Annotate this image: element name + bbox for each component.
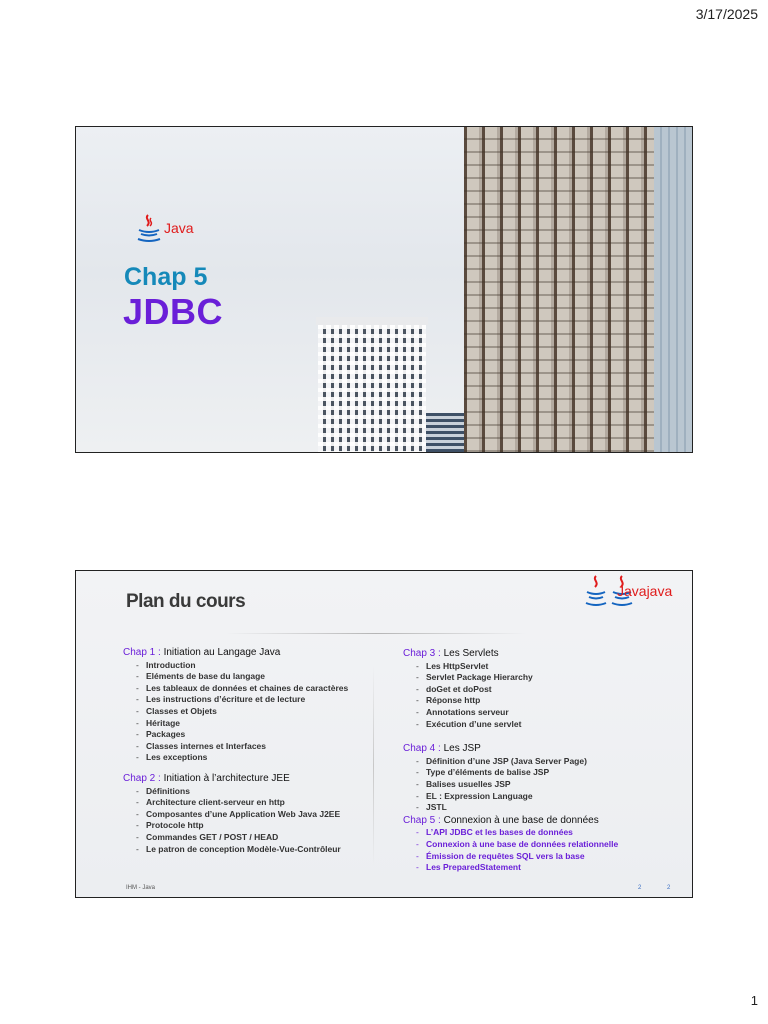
outline-right-column xyxy=(403,648,683,874)
chapter-label: Chap 5 xyxy=(124,263,208,291)
java-logo-text: Javajava xyxy=(617,583,673,599)
small-building-image xyxy=(426,413,464,453)
chapter-number: Chap 1 : xyxy=(123,647,161,658)
list-item: - Commandes GET / POST / HEAD xyxy=(146,832,373,844)
outline-title: Plan du cours xyxy=(126,591,246,612)
list-item: - Les HttpServlet xyxy=(426,661,683,673)
glass-building-image xyxy=(654,127,693,453)
list-item: - Les exceptions xyxy=(146,752,373,764)
list-item: - Connexion à une base de données relationnelle xyxy=(426,839,683,851)
list-item: - Les PreparedStatement xyxy=(426,862,683,874)
chapter-title: Initiation au Langage Java xyxy=(160,647,281,658)
java-cup-icon xyxy=(136,213,162,243)
chapter-heading xyxy=(403,743,683,755)
list-item: - Type d’éléments de balise JSP xyxy=(426,767,683,779)
chapter-number: Chap 5 : xyxy=(403,814,441,826)
outline-slide xyxy=(75,570,693,898)
page-number: 1 xyxy=(750,993,758,1008)
chapter-title: Initiation à l’architecture JEE xyxy=(160,772,290,784)
list-item: - Eléments de base du langage xyxy=(146,671,373,683)
chapter-title: Les JSP xyxy=(440,743,481,755)
list-item: - Introduction xyxy=(146,660,373,672)
chapter-topics xyxy=(403,827,683,873)
list-item: - Composantes d’une Application Web Java J2EE xyxy=(146,809,373,821)
chapter-heading xyxy=(403,648,683,660)
title-slide xyxy=(75,126,693,453)
chapter-topics xyxy=(403,756,683,814)
list-item: - Émission de requêtes SQL vers la base xyxy=(426,851,683,863)
list-item: - Architecture client-serveur en http xyxy=(146,797,373,809)
chapter-number: Chap 3 : xyxy=(403,648,441,659)
chapter-heading xyxy=(403,815,683,827)
slide-title: JDBC xyxy=(123,291,224,332)
white-building-image xyxy=(318,325,426,453)
tall-building-image xyxy=(464,127,654,453)
chapter-number: Chap 4 : xyxy=(403,743,441,755)
chapter-number: Chap 2 : xyxy=(123,772,161,784)
list-item: - Les instructions d’écriture et de lecture xyxy=(146,694,373,706)
outline-left-column xyxy=(123,647,373,855)
list-item: - Balises usuelles JSP xyxy=(426,779,683,791)
chapter-heading xyxy=(123,773,373,785)
list-item: - L’API JDBC et les bases de données xyxy=(426,827,683,839)
list-item: - Classes internes et Interfaces xyxy=(146,741,373,753)
list-item: - Le patron de conception Modèle-Vue-Contrôleur xyxy=(146,844,373,856)
slide-number: 2 xyxy=(667,885,671,891)
chapter-title: Connexion à une base de données xyxy=(440,814,599,826)
slide-footer: IHM - Java xyxy=(126,885,156,891)
list-item: - Packages xyxy=(146,729,373,741)
list-item: - JSTL xyxy=(426,802,683,814)
java-logo xyxy=(585,574,672,608)
list-item: - Servlet Package Hierarchy xyxy=(426,672,683,684)
slide-number: 2 xyxy=(638,885,642,891)
list-item: - Classes et Objets xyxy=(146,706,373,718)
list-item: - Définition d’une JSP (Java Server Page) xyxy=(426,756,683,768)
chapter-topics xyxy=(403,661,683,731)
chapter-heading xyxy=(123,647,373,659)
list-item: - Protocole http xyxy=(146,820,373,832)
column-divider xyxy=(373,666,374,866)
list-item: - doGet et doPost xyxy=(426,684,683,696)
page-date: 3/17/2025 xyxy=(695,6,758,22)
list-item: - Annotations serveur xyxy=(426,707,683,719)
chapter-title: Les Servlets xyxy=(440,648,499,659)
title-divider xyxy=(226,633,526,634)
list-item: - EL : Expression Language xyxy=(426,791,683,803)
list-item: - Exécution d’une servlet xyxy=(426,719,683,731)
java-logo xyxy=(136,213,194,243)
list-item: - Réponse http xyxy=(426,695,683,707)
list-item: - Les tableaux de données et chaines de caractères xyxy=(146,683,373,695)
java-logo-text: Java xyxy=(164,220,194,236)
list-item: - Héritage xyxy=(146,718,373,730)
chapter-topics xyxy=(123,786,373,856)
list-item: - Définitions xyxy=(146,786,373,798)
chapter-topics xyxy=(123,660,373,764)
